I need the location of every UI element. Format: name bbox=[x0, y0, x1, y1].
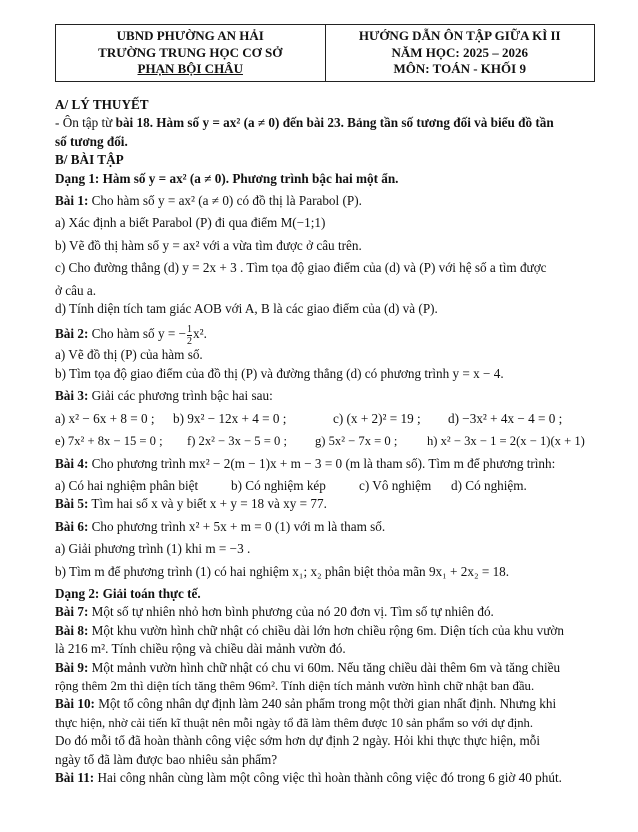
theory-text: - Ôn tập từ bài 18. Hàm số y = ax² (a ≠ 0) đến bài 23. Bảng tần số tương đối và biểu đồ tần bbox=[55, 115, 554, 131]
bai3-e: e) 7x² + 8x − 15 = 0 ; bbox=[55, 434, 163, 449]
bai10-cont-3: ngày tổ đã làm được bao nhiêu sản phẩm? bbox=[55, 751, 278, 767]
bai9-cont: rộng thêm 2m thì diện tích tăng thêm 96m². Tính diện tích mảnh vườn hình chữ nhật ban đầu. bbox=[55, 678, 535, 693]
bai3-b: b) 9x² − 12x + 4 = 0 ; bbox=[173, 410, 287, 426]
bai4-b: b) Có nghiệm kép bbox=[231, 477, 326, 493]
document-body bbox=[55, 96, 595, 787]
bai3-f: f) 2x² − 3x − 5 = 0 ; bbox=[187, 434, 287, 449]
bai1: Bài 1: Cho hàm số y = ax² (a ≠ 0) có đồ thị là Parabol (P). bbox=[55, 193, 362, 209]
bai4-options bbox=[55, 477, 595, 495]
header-school-year: NĂM HỌC: 2025 – 2026 bbox=[391, 44, 528, 60]
bai5: Bài 5: Tìm hai số x và y biết x + y = 18 và xy = 77. bbox=[55, 496, 327, 512]
bai10-cont-2: Do đó mỗi tổ đã hoàn thành công việc sớm hơn dự định 2 ngày. Hỏi khi thực thực hiện, mỗi bbox=[55, 733, 541, 749]
bai3-a: a) x² − 6x + 8 = 0 ; bbox=[55, 410, 155, 426]
bai3-h: h) x² − 3x − 1 = 2(x − 1)(x + 1) bbox=[427, 434, 585, 449]
bai3-row1 bbox=[55, 410, 595, 428]
bai10-cont-1: thực hiện, nhờ cải tiến kĩ thuật nên mỗi ngày tổ đã làm thêm được 10 sản phẩm so với dự định. bbox=[55, 715, 534, 730]
bai10: Bài 10: Một tổ công nhân dự định làm 240 sản phẩm trong một thời gian nhất định. Nhưng khi bbox=[55, 696, 557, 712]
bai9: Bài 9: Một mảnh vườn hình chữ nhật có chu vi 60m. Nếu tăng chiều dài thêm 6m và tăng chiều bbox=[55, 659, 561, 675]
bai6: Bài 6: Cho phương trình x² + 5x + m = 0 (1) với m là tham số. bbox=[55, 518, 386, 534]
header-school bbox=[56, 25, 326, 81]
bai3-c: c) (x + 2)² = 19 ; bbox=[333, 410, 421, 426]
bai2-a: a) Vẽ đồ thị (P) của hàm số. bbox=[55, 347, 203, 363]
bai4: Bài 4: Cho phương trình mx² − 2(m − 1)x + m − 3 = 0 (m là tham số). Tìm m để phương trình: bbox=[55, 455, 556, 471]
header-school-name-2: PHẠN BỘI CHÂU bbox=[137, 61, 243, 76]
header-subject: MÔN: TOÁN - KHỐI 9 bbox=[393, 61, 526, 76]
bai3-d: d) −3x² + 4x − 4 = 0 ; bbox=[448, 410, 563, 426]
bai3-row2 bbox=[55, 432, 595, 450]
bai2: Bài 2: Cho hàm số y = − $\frac{1}{2}$ x². bbox=[55, 323, 207, 347]
bai1-b: b) Vẽ đồ thị hàm số y = ax² với a vừa tìm được ở câu trên. bbox=[55, 237, 362, 253]
header-ward: UBND PHƯỜNG AN HẢI bbox=[116, 28, 264, 43]
header-school-name: TRƯỜNG TRUNG HỌC CƠ SỞ bbox=[98, 44, 283, 60]
bai3: Bài 3: Giải các phương trình bậc hai sau: bbox=[55, 388, 273, 404]
bai11: Bài 11: Hai công nhân cùng làm một công việc thì hoàn thành công việc đó trong 6 giờ 40 phút. bbox=[55, 770, 562, 785]
theory-heading: A/ LÝ THUYẾT bbox=[55, 97, 149, 112]
document-header bbox=[55, 24, 595, 82]
bai6-a: a) Giải phương trình (1) khi m = −3 . bbox=[55, 541, 251, 557]
header-title bbox=[326, 25, 595, 81]
theory-text-cont: số tương đối. bbox=[55, 133, 128, 149]
bai8: Bài 8: Một khu vườn hình chữ nhật có chiều dài lớn hơn chiều rộng 6m. Diện tích của khu vườn bbox=[55, 622, 564, 638]
bai1-d: d) Tính diện tích tam giác AOB với A, B là các giao điểm của (d) và (P). bbox=[55, 301, 438, 317]
bai7: Bài 7: Một số tự nhiên nhỏ hơn bình phương của nó 20 đơn vị. Tìm số tự nhiên đó. bbox=[55, 604, 494, 620]
bai1-c: c) Cho đường thẳng (d) y = 2x + 3 . Tìm tọa độ giao điểm của (d) và (P) với hệ số a tìm được bbox=[55, 260, 547, 276]
bai6-b: b) Tìm m để phương trình (1) có hai nghiệm x₁; x₂ phân biệt thỏa mãn 9x₁ + 2x₂ = 18. bbox=[55, 563, 510, 579]
bai8-cont: là 216 m². Tính chiều rộng và chiều dài mảnh vườn đó. bbox=[55, 641, 346, 657]
bai3-g: g) 5x² − 7x = 0 ; bbox=[315, 434, 398, 449]
bai1-c-cont: ở câu a. bbox=[55, 282, 97, 298]
bai1-a: a) Xác định a biết Parabol (P) đi qua điểm M(−1;1) bbox=[55, 215, 326, 231]
bai4-d: d) Có nghiệm. bbox=[451, 477, 527, 493]
bai2-b: b) Tìm tọa độ giao điểm của đồ thị (P) và đường thẳng (d) có phương trình y = x − 4. bbox=[55, 365, 504, 381]
fraction-one-half: $\frac{1}{2}$ bbox=[187, 323, 193, 347]
type2-title: Dạng 2: Giải toán thực tế. bbox=[55, 585, 201, 601]
type1-title: Dạng 1: Hàm số y = ax² (a ≠ 0). Phương trình bậc hai một ẩn. bbox=[55, 170, 399, 186]
exercises-heading: B/ BÀI TẬP bbox=[55, 152, 124, 168]
bai4-a: a) Có hai nghiệm phân biệt bbox=[55, 477, 199, 493]
bai4-c: c) Vô nghiệm bbox=[359, 477, 432, 493]
header-guide-title: HƯỚNG DẪN ÔN TẬP GIỮA KÌ II bbox=[358, 28, 561, 43]
